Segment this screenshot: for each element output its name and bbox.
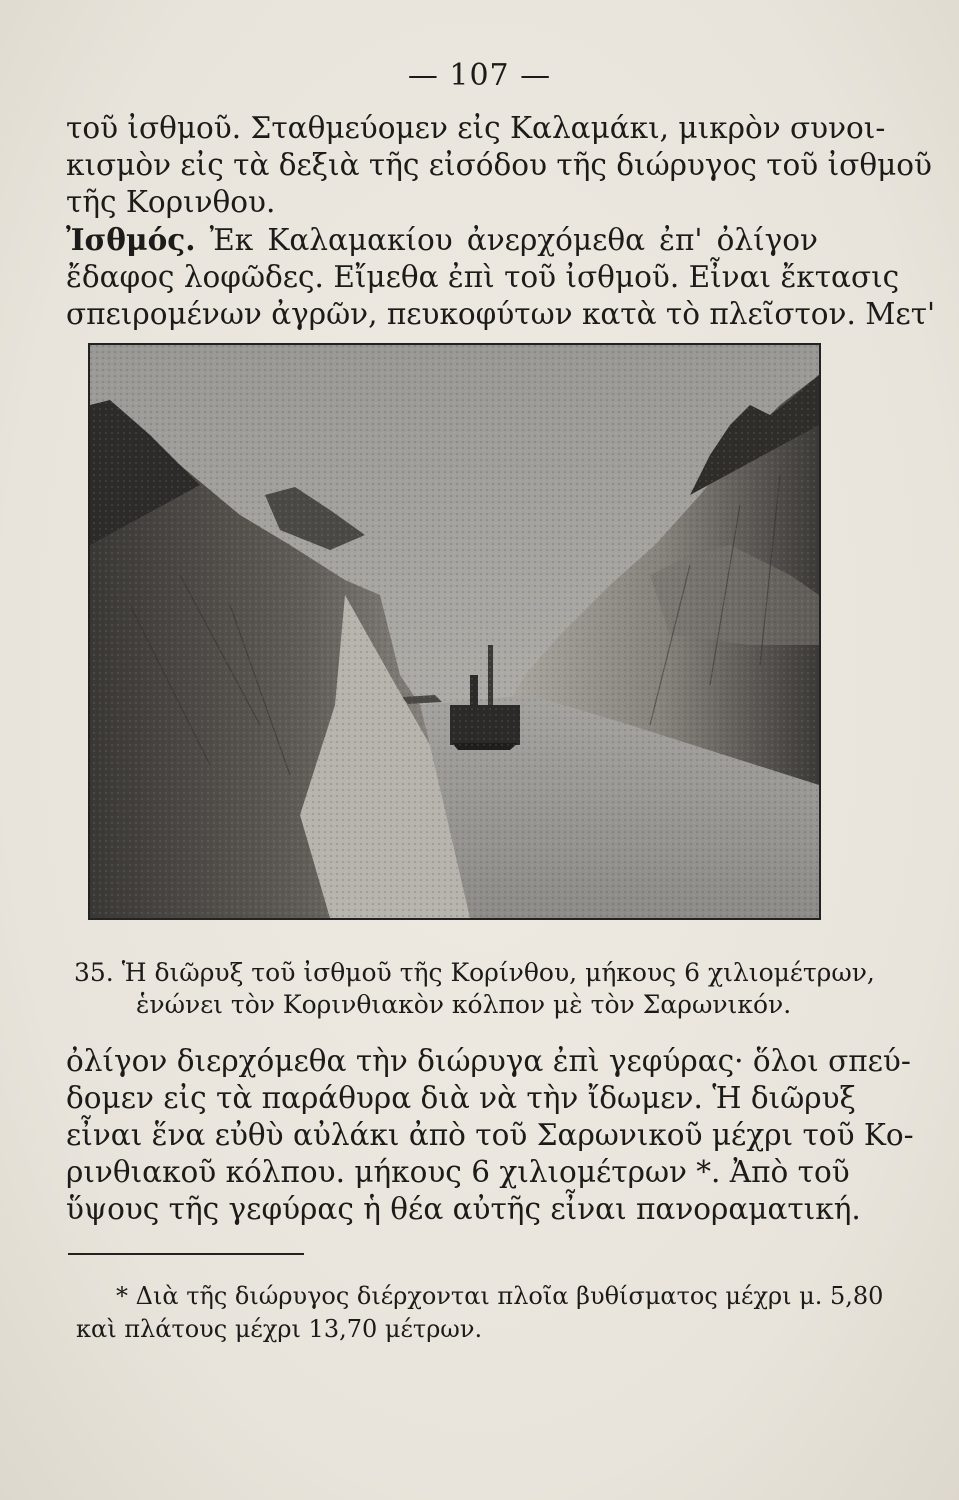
- photograph-image: [90, 345, 819, 918]
- page-number: — 107 —: [407, 58, 552, 93]
- text-line: Ἐκ Καλαμακίου ἀνερχόμεθα ἐπ' ὀλίγον: [209, 223, 818, 257]
- bottom-paragraph: [66, 1043, 914, 1228]
- text-line: ὀλίγον διερχόμεθα τὴν διώρυγα ἐπὶ γεφύρας· ὅλοι σπεύ-: [66, 1044, 911, 1078]
- caption-line: ἑνώνει τὸν Κορινθιακὸν κόλπον μὲ τὸν Σαρωνικόν.: [136, 990, 792, 1019]
- text-line: ὕψους τῆς γεφύρας ἡ θέα αὐτῆς εἶναι πανοραματική.: [66, 1192, 861, 1226]
- canal-photograph: [88, 343, 821, 920]
- section-first-line: [66, 221, 818, 259]
- footnote-line: καὶ πλάτους μέχρι 13,70 μέτρων.: [76, 1315, 483, 1343]
- section-paragraph: [66, 221, 936, 333]
- footnote: [76, 1280, 884, 1346]
- text-line: κισμὸν εἰς τὰ δεξιὰ τῆς εἰσόδου τῆς διώρυγος τοῦ ἰσθμοῦ: [66, 148, 932, 182]
- text-line: σπειρομένων ἀγρῶν, πευκοφύτων κατὰ τὸ πλεῖστον. Μετ': [66, 297, 936, 331]
- text-line: ρινθιακοῦ κόλπου. μήκους 6 χιλιομέτρων *. Ἀπὸ τοῦ: [66, 1155, 850, 1189]
- bottom-text-block: [66, 1043, 914, 1228]
- caption-line: 35. Ἡ διῶρυξ τοῦ ἰσθμοῦ τῆς Κορίνθου, μήκους 6 χιλιομέτρων,: [74, 958, 875, 987]
- figure-caption: [74, 957, 875, 1021]
- top-paragraph: [66, 110, 932, 221]
- footnote-divider: [68, 1253, 304, 1255]
- text-line: ἔδαφος λοφῶδες. Εἴμεθα ἐπὶ τοῦ ἰσθμοῦ. Εἶναι ἔκτασις: [66, 260, 900, 294]
- text-line: τοῦ ἰσθμοῦ. Σταθμεύομεν εἰς Καλαμάκι, μικρὸν συνοι-: [66, 111, 886, 145]
- text-line: δομεν εἰς τὰ παράθυρα διὰ νὰ τὴν ἴδωμεν. Ἡ διῶρυξ: [66, 1081, 856, 1115]
- footnote-line: * Διὰ τῆς διώρυγος διέρχονται πλοῖα βυθίσματος μέχρι μ. 5,80: [116, 1282, 884, 1310]
- section-heading: Ἰσθμός.: [66, 222, 196, 257]
- top-text-block: [66, 110, 936, 333]
- text-line: τῆς Κορινθου.: [66, 185, 276, 219]
- text-line: εἶναι ἕνα εὐθὺ αὐλάκι ἀπὸ τοῦ Σαρωνικοῦ μέχρι τοῦ Κο-: [66, 1118, 914, 1152]
